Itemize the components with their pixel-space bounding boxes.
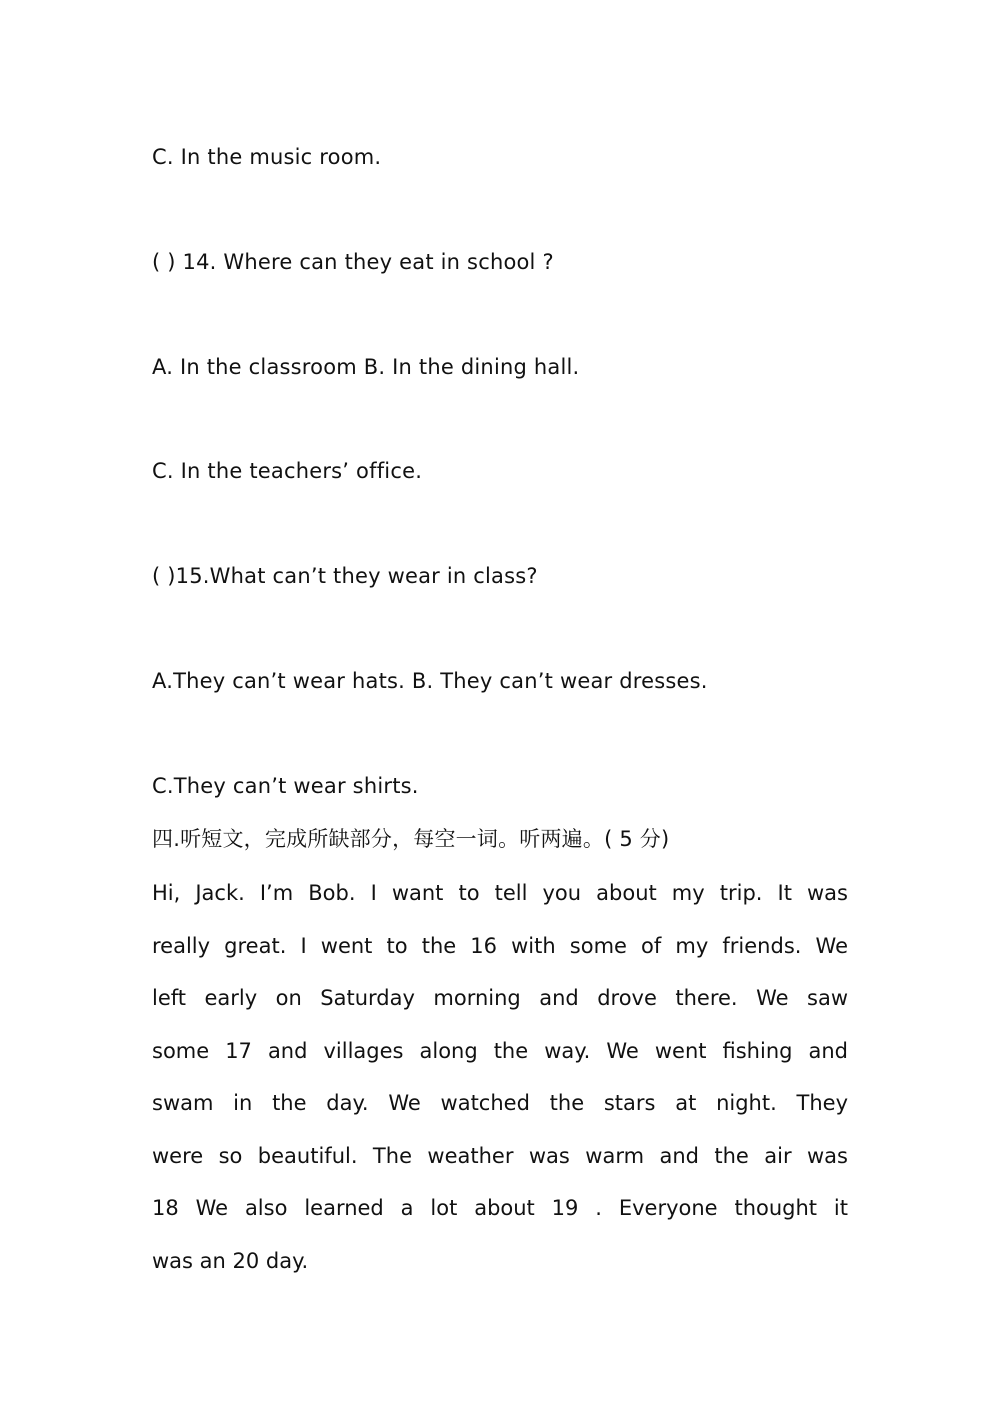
q14-option-c: C. In the teachers’ office. [152,459,423,483]
q13-option-c: C. In the music room. [152,145,382,169]
passage-line: left early on Saturday morning and drove there. We saw [152,986,848,1010]
q15-option-c: C.They can’t wear shirts. [152,774,419,798]
listening-passage [152,873,848,1293]
passage-line: really great. I went to the 16 with some of my friends. We [152,933,848,958]
passage-line: were so beautiful. The weather was warm and the air was [152,1143,848,1168]
passage-line: 18 We also learned a lot about 19 . Everyone thought it [152,1196,848,1220]
passage-line: Hi, Jack. I’m Bob. I want to tell you about my trip. It was [152,881,848,905]
q14-question: ( ) 14. Where can they eat in school ? [152,250,554,274]
passage-line: some 17 and villages along the way. We went fishing and [152,1038,848,1063]
section4-heading: 四.听短文，完成所缺部分，每空一词。听两遍。( 5 分) [152,827,670,851]
passage-line: swam in the day. We watched the stars at night. They [152,1091,848,1115]
q15-question: ( )15.What can’t they wear in class? [152,564,538,588]
q14-options-ab: A. In the classroom B. In the dining hall. [152,355,580,379]
q15-options-ab: A.They can’t wear hats. B. They can’t wear dresses. [152,669,708,693]
passage-line: was an 20 day. [152,1248,309,1273]
